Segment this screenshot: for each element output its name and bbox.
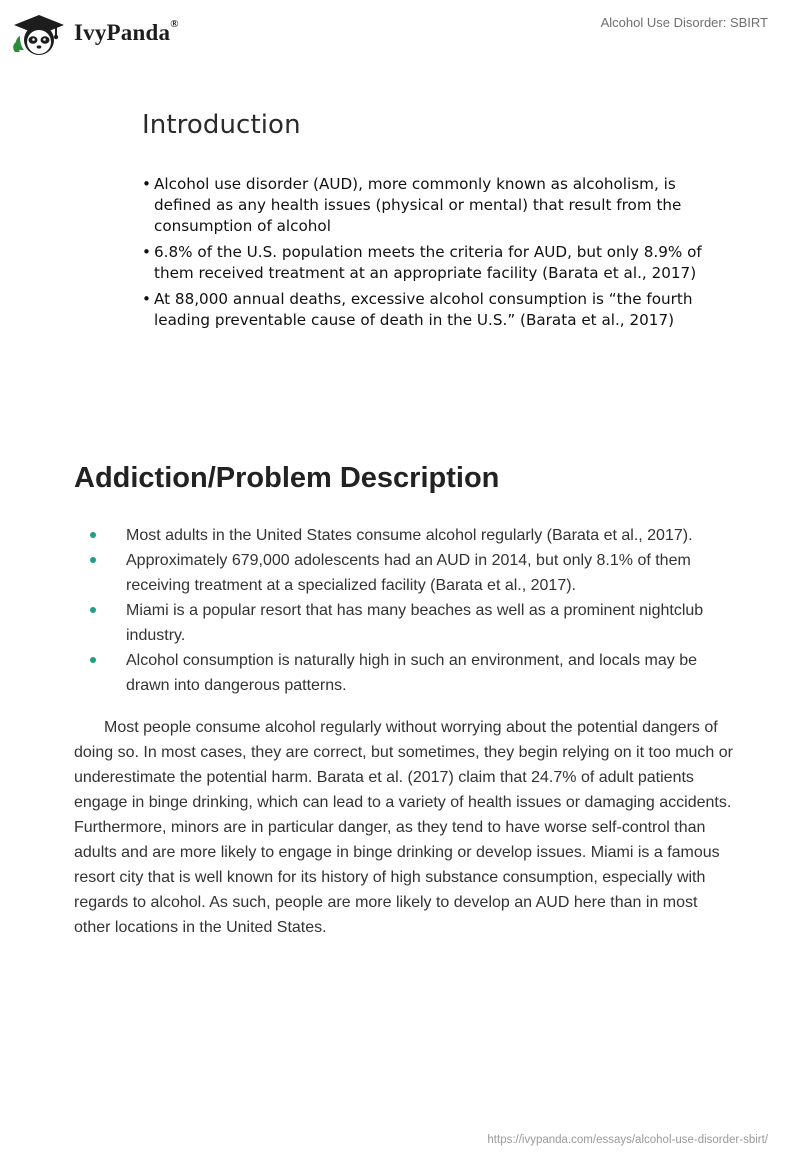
document-title: Alcohol Use Disorder: SBIRT [600,15,768,30]
section-heading: Addiction/Problem Description [74,462,500,494]
bullet-marker: • [142,243,151,261]
list-item: Approximately 679,000 adolescents had an AUD in 2014, but only 8.1% of them receiving treatment at a specialized facility (Barata et al., 2017). [90,548,740,598]
brand-name: IvyPanda® [74,18,179,45]
list-item: Most adults in the United States consume alcohol regularly (Barata et al., 2017). [90,523,740,548]
slide-title: Introduction [142,110,301,140]
bullet-marker: • [142,290,151,308]
ivypanda-logo[interactable] [12,8,179,58]
slide-bullet-list [142,174,702,331]
list-item: Alcohol consumption is naturally high in such an environment, and locals may be drawn into dangerous patterns. [90,648,740,698]
bullet-marker: • [142,175,151,193]
bullet-dot-icon [90,532,96,538]
bullet-dot-icon [90,657,96,663]
source-url-link[interactable]: https://ivypanda.com/essays/alcohol-use-disorder-sbirt/ [487,1134,768,1146]
slide-bullet-item: • Alcohol use disorder (AUD), more commonly known as alcoholism, is defined as any health issues (physical or mental) that result from the consumption of alcohol [142,175,682,235]
panda-graduate-icon [12,8,66,58]
slide-bullet-item: • At 88,000 annual deaths, excessive alcohol consumption is “the fourth leading preventable cause of death in the U.S.” (Barata et al., 2017) [142,290,693,329]
bullet-dot-icon [90,607,96,613]
list-item: Miami is a popular resort that has many beaches as well as a prominent nightclub industry. [90,598,740,648]
bullet-list [90,523,740,698]
bullet-dot-icon [90,557,96,563]
slide-bullet-item: • 6.8% of the U.S. population meets the criteria for AUD, but only 8.9% of them received treatment at an appropriate facility (Barata et al., 2017) [142,243,702,282]
body-paragraph: Most people consume alcohol regularly without worrying about the potential dangers of doing so. In most cases, they are correct, but sometimes, they begin relying on it too much or underestimate the potential harm. Barata et al. (2017) claim that 24.7% of adult patients engage in binge drinking, which can lead to a variety of health issues or damaging accidents. Furthermore, minors are in particular danger, as they tend to have worse self-control than adults and are more likely to engage in binge drinking or develop issues. Miami is a famous resort city that is well known for its history of high substance consumption, especially with regards to alcohol. As such, people are more likely to develop an AUD here than in most other locations in the United States. [74,719,733,936]
slide-image [142,110,702,336]
